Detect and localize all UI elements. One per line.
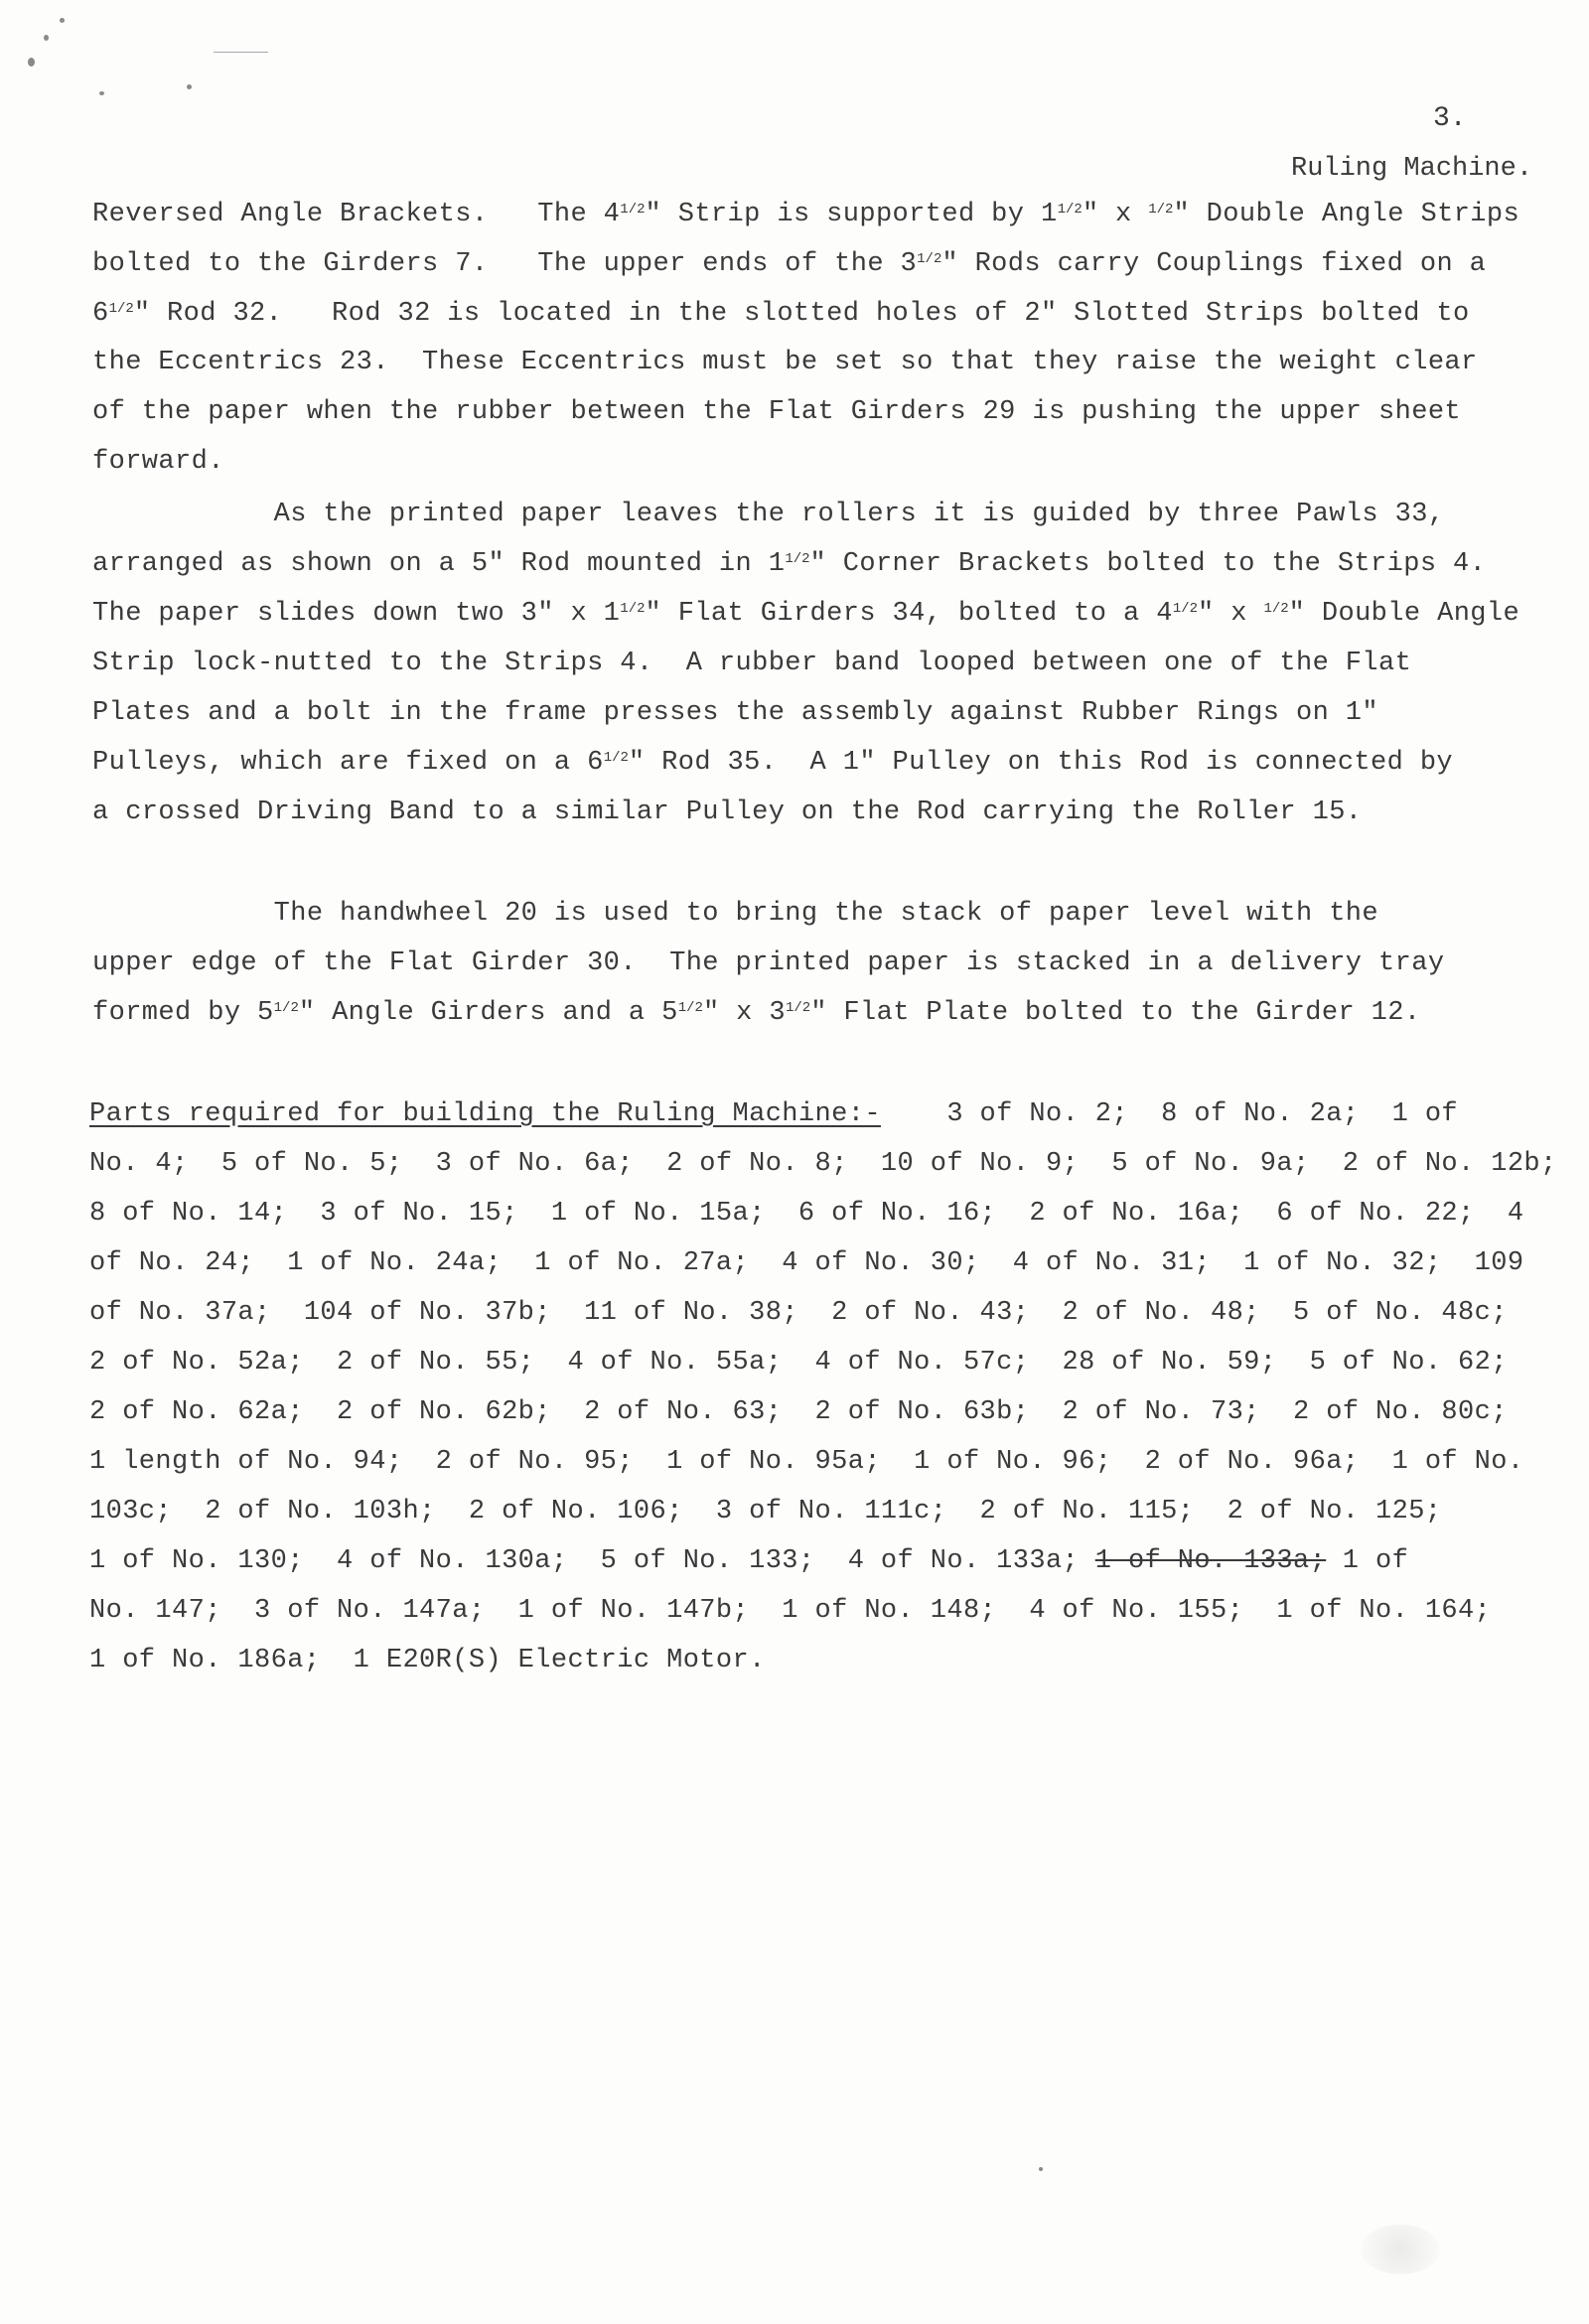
parts-line: No. 147; 3 of No. 147a; 1 of No. 147b; 1 of No. 148; 4 of No. 155; 1 of No. 164;: [89, 1596, 1492, 1626]
text-line: Pulleys, which are fixed on a $6^{1/2}$" Rod 35. A 1" Pulley on this Rod is connected by: [92, 748, 1454, 778]
parts-line: Parts required for building the Ruling Machine:- 3 of No. 2; 8 of No. 2a; 1 of: [89, 1099, 1459, 1129]
parts-line: 8 of No. 14; 3 of No. 15; 1 of No. 15a; 6 of No. 16; 2 of No. 16a; 6 of No. 22; 4: [89, 1199, 1524, 1229]
scan-speck: [187, 84, 192, 89]
parts-line: 1 of No. 186a; 1 E20R(S) Electric Motor.: [89, 1646, 766, 1675]
parts-heading: Parts required for building the Ruling Machine:-: [89, 1099, 881, 1129]
scan-speck: [60, 18, 65, 23]
text-line: of the paper when the rubber between the Flat Girders 29 is pushing the upper sheet: [92, 397, 1462, 427]
parts-line: No. 4; 5 of No. 5; 3 of No. 6a; 2 of No. 8; 10 of No. 9; 5 of No. 9a; 2 of No. 12b;: [89, 1149, 1557, 1179]
struck-text: 1 of No. 133a;: [1094, 1546, 1327, 1576]
scan-speck: [99, 91, 104, 95]
scan-scratch: [214, 52, 268, 53]
parts-line: 2 of No. 52a; 2 of No. 55; 4 of No. 55a; 4 of No. 57c; 28 of No. 59; 5 of No. 62;: [89, 1348, 1508, 1378]
text-line: Plates and a bolt in the frame presses the assembly against Rubber Rings on 1": [92, 698, 1379, 728]
parts-line: 2 of No. 62a; 2 of No. 62b; 2 of No. 63; 2 of No. 63b; 2 of No. 73; 2 of No. 80c;: [89, 1397, 1508, 1427]
text-line: forward.: [92, 447, 224, 477]
text-line: arranged as shown on a 5" Rod mounted in $1^{1/2}$" Corner Brackets bolted to the Strips 4.: [92, 549, 1487, 579]
scan-speck: [28, 58, 35, 67]
text-line: The paper slides down two 3" x $1^{1/2}$" Flat Girders 34, bolted to a $4^{1/2}$" x $^{1/2}$" Double Angle: [92, 599, 1520, 629]
text-line: formed by $5^{1/2}$" Angle Girders and a $5^{1/2}$" x $3^{1/2}$" Flat Plate bolted to the Girder 12.: [92, 998, 1421, 1028]
parts-line: of No. 37a; 104 of No. 37b; 11 of No. 38; 2 of No. 43; 2 of No. 48; 5 of No. 48c;: [89, 1298, 1508, 1328]
text-line: a crossed Driving Band to a similar Pulley on the Rod carrying the Roller 15.: [92, 798, 1363, 827]
scan-speck: [44, 35, 49, 41]
scan-speck: [1039, 2167, 1043, 2171]
parts-line: 1 of No. 130; 4 of No. 130a; 5 of No. 133; 4 of No. 133a; 1 of No. 133a; 1 of: [89, 1546, 1409, 1576]
parts-line: of No. 24; 1 of No. 24a; 1 of No. 27a; 4 of No. 30; 4 of No. 31; 1 of No. 32; 109: [89, 1248, 1524, 1278]
text-line: upper edge of the Flat Girder 30. The printed paper is stacked in a delivery tray: [92, 948, 1445, 978]
text-line: $6^{1/2}$" Rod 32. Rod 32 is located in the slotted holes of 2" Slotted Strips bolted to: [92, 299, 1470, 329]
text-line: As the printed paper leaves the rollers it is guided by three Pawls 33,: [92, 500, 1445, 529]
page-number: 3.: [1433, 103, 1467, 134]
page-header: Ruling Machine.: [1291, 154, 1533, 184]
text-line: bolted to the Girders 7. The upper ends of the $3^{1/2}$" Rods carry Couplings fixed on a: [92, 249, 1487, 279]
text-line: the Eccentrics 23. These Eccentrics must be set so that they raise the weight clear: [92, 348, 1478, 377]
text-line: The handwheel 20 is used to bring the stack of paper level with the: [92, 899, 1379, 929]
parts-line: 1 length of No. 94; 2 of No. 95; 1 of No. 95a; 1 of No. 96; 2 of No. 96a; 1 of No.: [89, 1447, 1524, 1477]
scan-smudge: [1361, 2225, 1440, 2274]
parts-line: 103c; 2 of No. 103h; 2 of No. 106; 3 of No. 111c; 2 of No. 115; 2 of No. 125;: [89, 1497, 1442, 1526]
text-line: Strip lock-nutted to the Strips 4. A rubber band looped between one of the Flat: [92, 649, 1412, 678]
text-line: Reversed Angle Brackets. The $4^{1/2}$" Strip is supported by $1^{1/2}$" x $^{1/2}$" Double Angle Strips: [92, 200, 1520, 229]
